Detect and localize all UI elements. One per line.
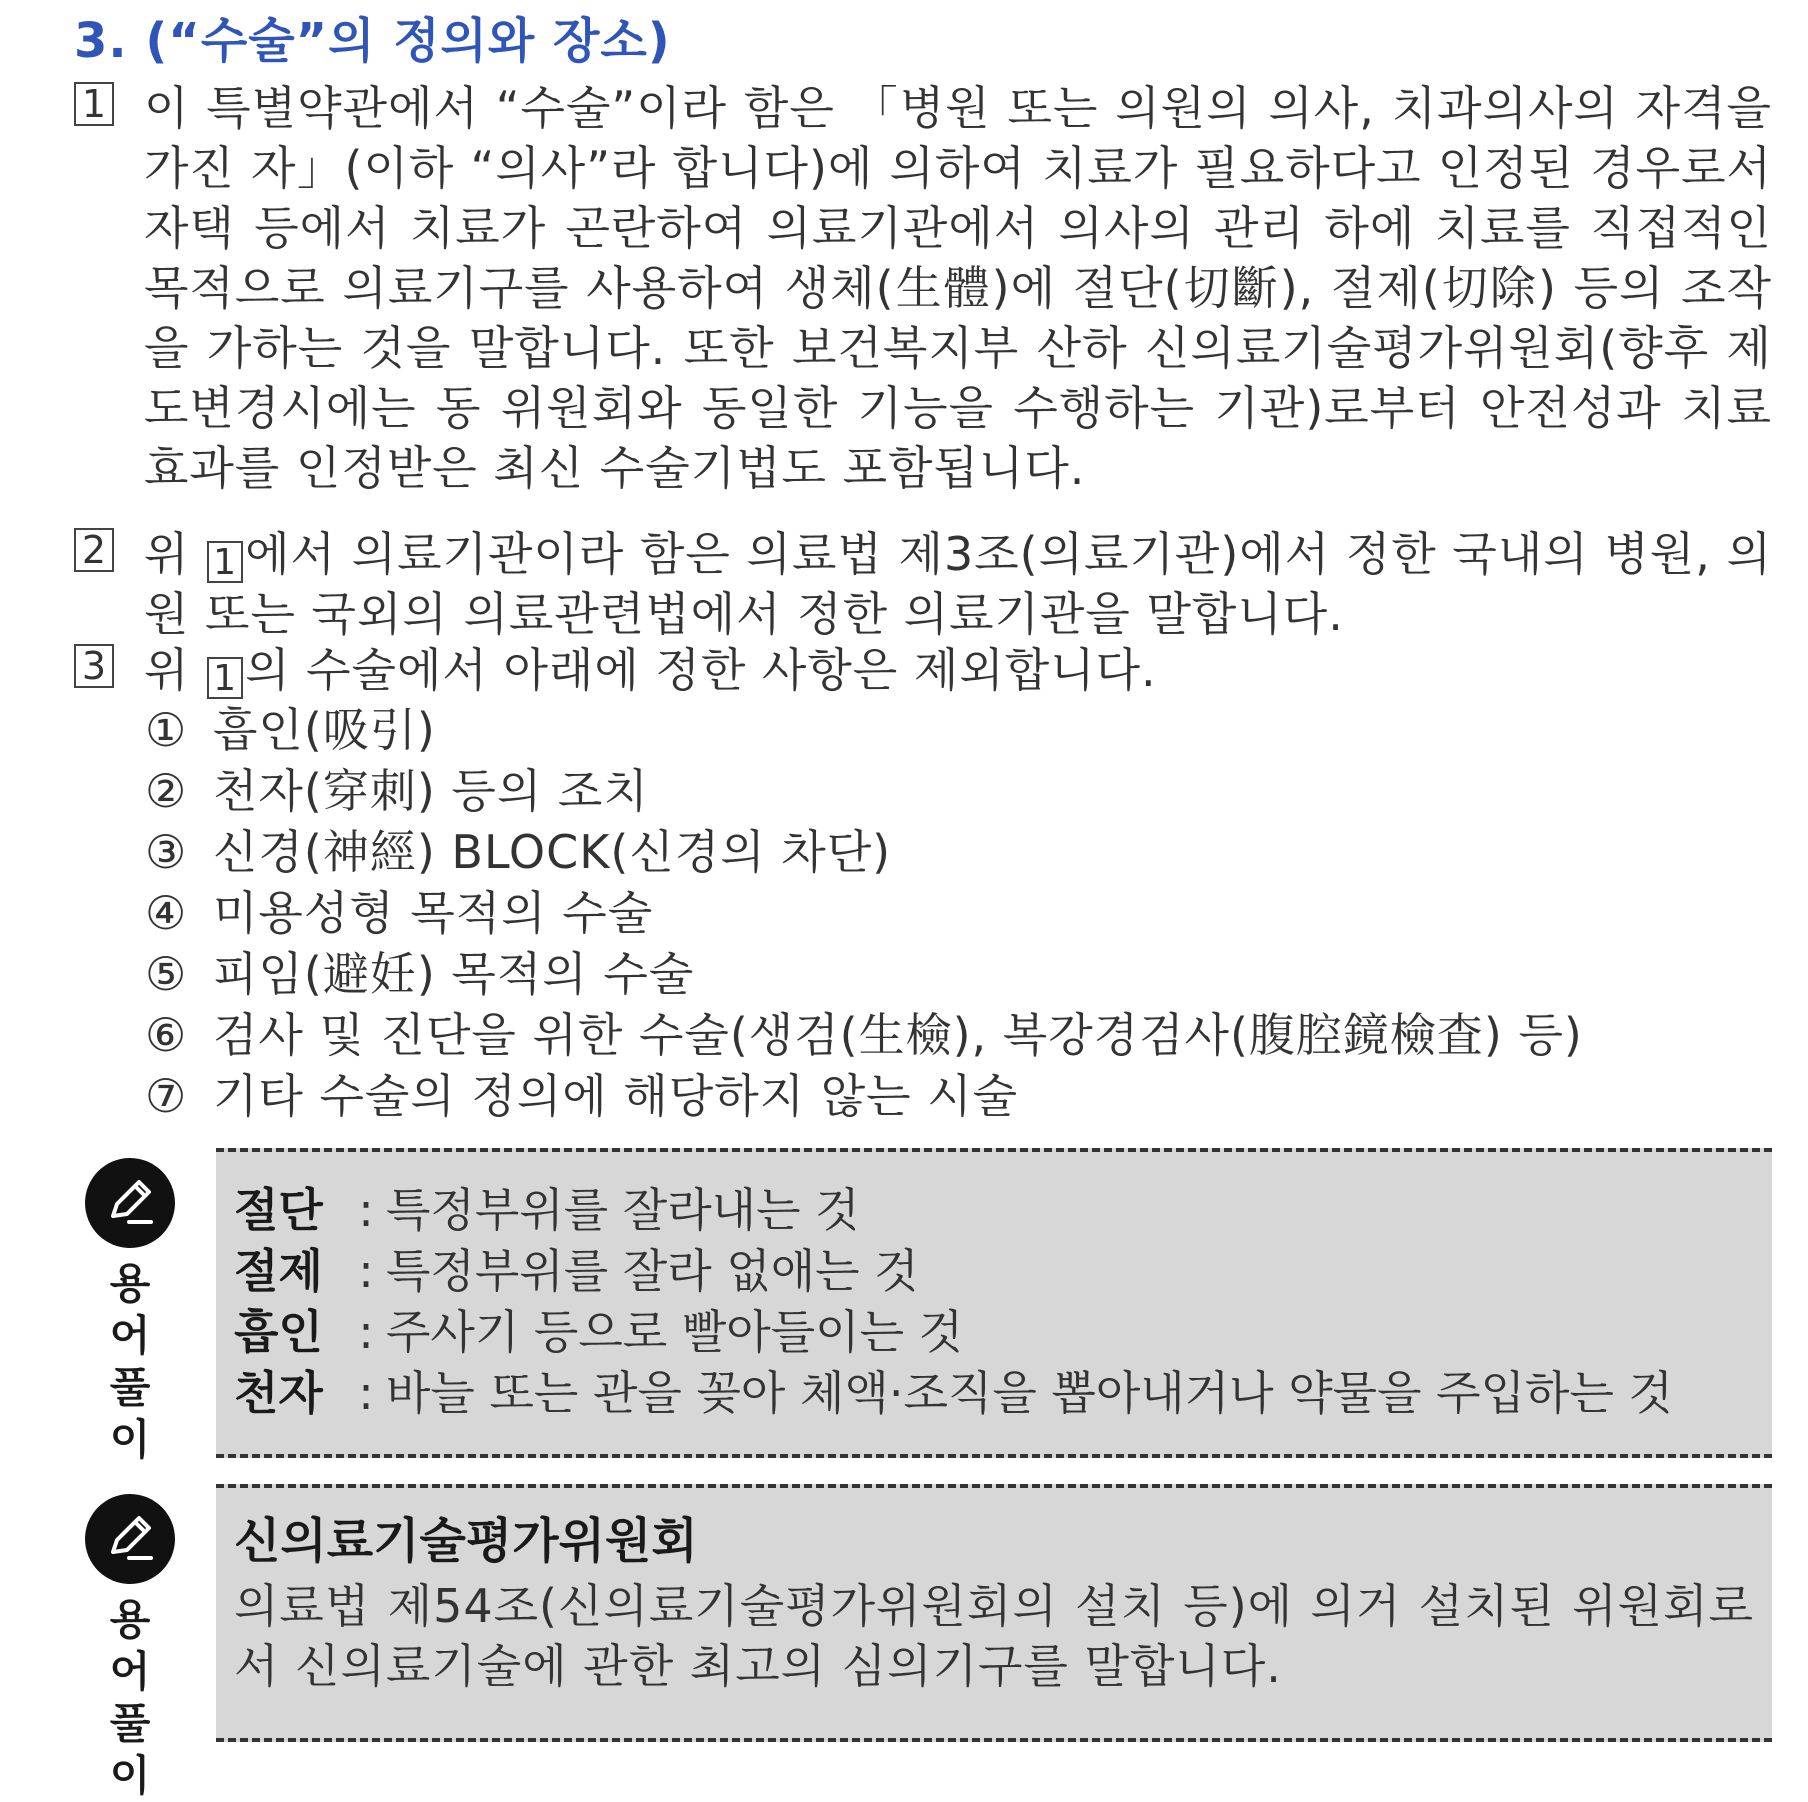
glossary-badge — [84, 1158, 176, 1466]
list-marker: ⑦ — [145, 1069, 188, 1123]
paragraph-1 — [74, 78, 1774, 498]
paragraph-prefix: 위 — [144, 527, 190, 581]
pencil-icon — [85, 1494, 175, 1584]
list-marker: ④ — [145, 886, 188, 940]
paragraph-number: 2 — [74, 528, 114, 572]
list-marker: ② — [145, 764, 188, 818]
glossary-term: 절제 — [234, 1244, 323, 1298]
term-colon: : — [358, 1244, 374, 1298]
paragraph-3 — [74, 640, 1774, 700]
glossary-term-row — [234, 1302, 1772, 1363]
glossary-text: 의료법 제54조(신의료기술평가위원회의 설치 등)에 의거 설치된 위원회로서 신의료기술에 관한 최고의 심의기구를 말합니다. — [234, 1579, 1754, 1693]
glossary-definition: 특정부위를 잘라 없애는 것 — [386, 1244, 919, 1298]
glossary-label: 용어풀이 — [109, 1259, 151, 1464]
list-item-text: 흡인(吸引) — [213, 703, 436, 757]
paragraph-number: 3 — [74, 644, 114, 688]
glossary-term-row — [234, 1241, 1772, 1302]
list-item-text: 피임(避妊) 목적의 수술 — [213, 947, 695, 1001]
list-item — [145, 1005, 1745, 1066]
paragraph-reference: 1 — [207, 541, 243, 583]
glossary-definition: 바늘 또는 관을 꽂아 체액·조직을 뽑아내거나 약물을 주입하는 것 — [386, 1366, 1673, 1420]
paragraph-body: 의 수술에서 아래에 정한 사항은 제외합니다. — [245, 643, 1157, 697]
list-item — [145, 883, 1745, 944]
glossary-label: 용어풀이 — [109, 1595, 151, 1800]
glossary-title: 신의료기술평가위원회 — [234, 1513, 698, 1569]
glossary-term-row — [234, 1363, 1772, 1424]
list-item — [145, 822, 1745, 883]
glossary-content — [216, 1484, 1772, 1742]
paragraph-prefix: 위 — [144, 643, 190, 697]
paragraph-text — [144, 640, 1772, 700]
paragraph-number: 1 — [74, 82, 114, 126]
section-heading: 3. (“수술”의 정의와 장소) — [74, 13, 671, 69]
glossary-content — [216, 1148, 1772, 1458]
paragraph-2 — [74, 524, 1774, 644]
exclusion-list — [145, 700, 1745, 1127]
glossary-box-1 — [84, 1148, 1774, 1464]
list-item — [145, 761, 1745, 822]
glossary-term: 흡인 — [234, 1305, 323, 1359]
term-colon: : — [358, 1183, 374, 1237]
glossary-badge — [84, 1494, 176, 1802]
list-item — [145, 700, 1745, 761]
list-marker: ⑥ — [145, 1008, 188, 1062]
glossary-definition: 주사기 등으로 빨아들이는 것 — [386, 1305, 964, 1359]
paragraph-text — [144, 524, 1772, 644]
list-marker: ⑤ — [145, 947, 188, 1001]
term-colon: : — [358, 1366, 374, 1420]
paragraph-body: 에서 의료기관이라 함은 의료법 제3조(의료기관)에서 정한 국내의 병원, 의원 또는 국외의 의료관련법에서 정한 의료기관을 말합니다. — [144, 527, 1772, 641]
list-item — [145, 1066, 1745, 1127]
list-marker: ① — [145, 703, 188, 757]
glossary-box-2 — [84, 1484, 1774, 1800]
glossary-term-row — [234, 1180, 1772, 1241]
list-item-text: 검사 및 진단을 위한 수술(생검(生檢), 복강경검사(腹腔鏡檢査) 등) — [213, 1008, 1583, 1062]
glossary-definition: 특정부위를 잘라내는 것 — [386, 1183, 860, 1237]
list-item-text: 기타 수술의 정의에 해당하지 않는 시술 — [213, 1069, 1019, 1123]
list-item-text: 천자(穿刺) 등의 조치 — [213, 764, 649, 818]
paragraph-reference: 1 — [207, 657, 243, 699]
term-colon: : — [358, 1305, 374, 1359]
paragraph-text: 이 특별약관에서 “수술”이라 함은 「병원 또는 의원의 의사, 치과의사의 자격을 가진 자」(이하 “의사”라 합니다)에 의하여 치료가 필요하다고 인정된 경우로서 자택 등에서 치료가 곤란하여 의료기관에서 의사의 관리 하에 치료를 직접적인 목적으로 의료기구를 사용하여 생체(生體)에 절단(切斷), 절제(切除) 등의 조작을 가하는 것을 말합니다. 또한 보건복지부 산하 신의료기술평가위원회(향후 제도변경시에는 동 위원회와 동일한 기능을 수행하는 기관)로부터 안전성과 치료효과를 인정받은 최신 수술기법도 포함됩니다. — [144, 81, 1772, 495]
list-item — [145, 944, 1745, 1005]
list-marker: ③ — [145, 825, 188, 879]
list-item-text: 미용성형 목적의 수술 — [213, 886, 654, 940]
list-item-text: 신경(神經) BLOCK(신경의 차단) — [213, 825, 892, 879]
glossary-term: 천자 — [234, 1366, 323, 1420]
pencil-icon — [85, 1158, 175, 1248]
glossary-term: 절단 — [234, 1183, 323, 1237]
